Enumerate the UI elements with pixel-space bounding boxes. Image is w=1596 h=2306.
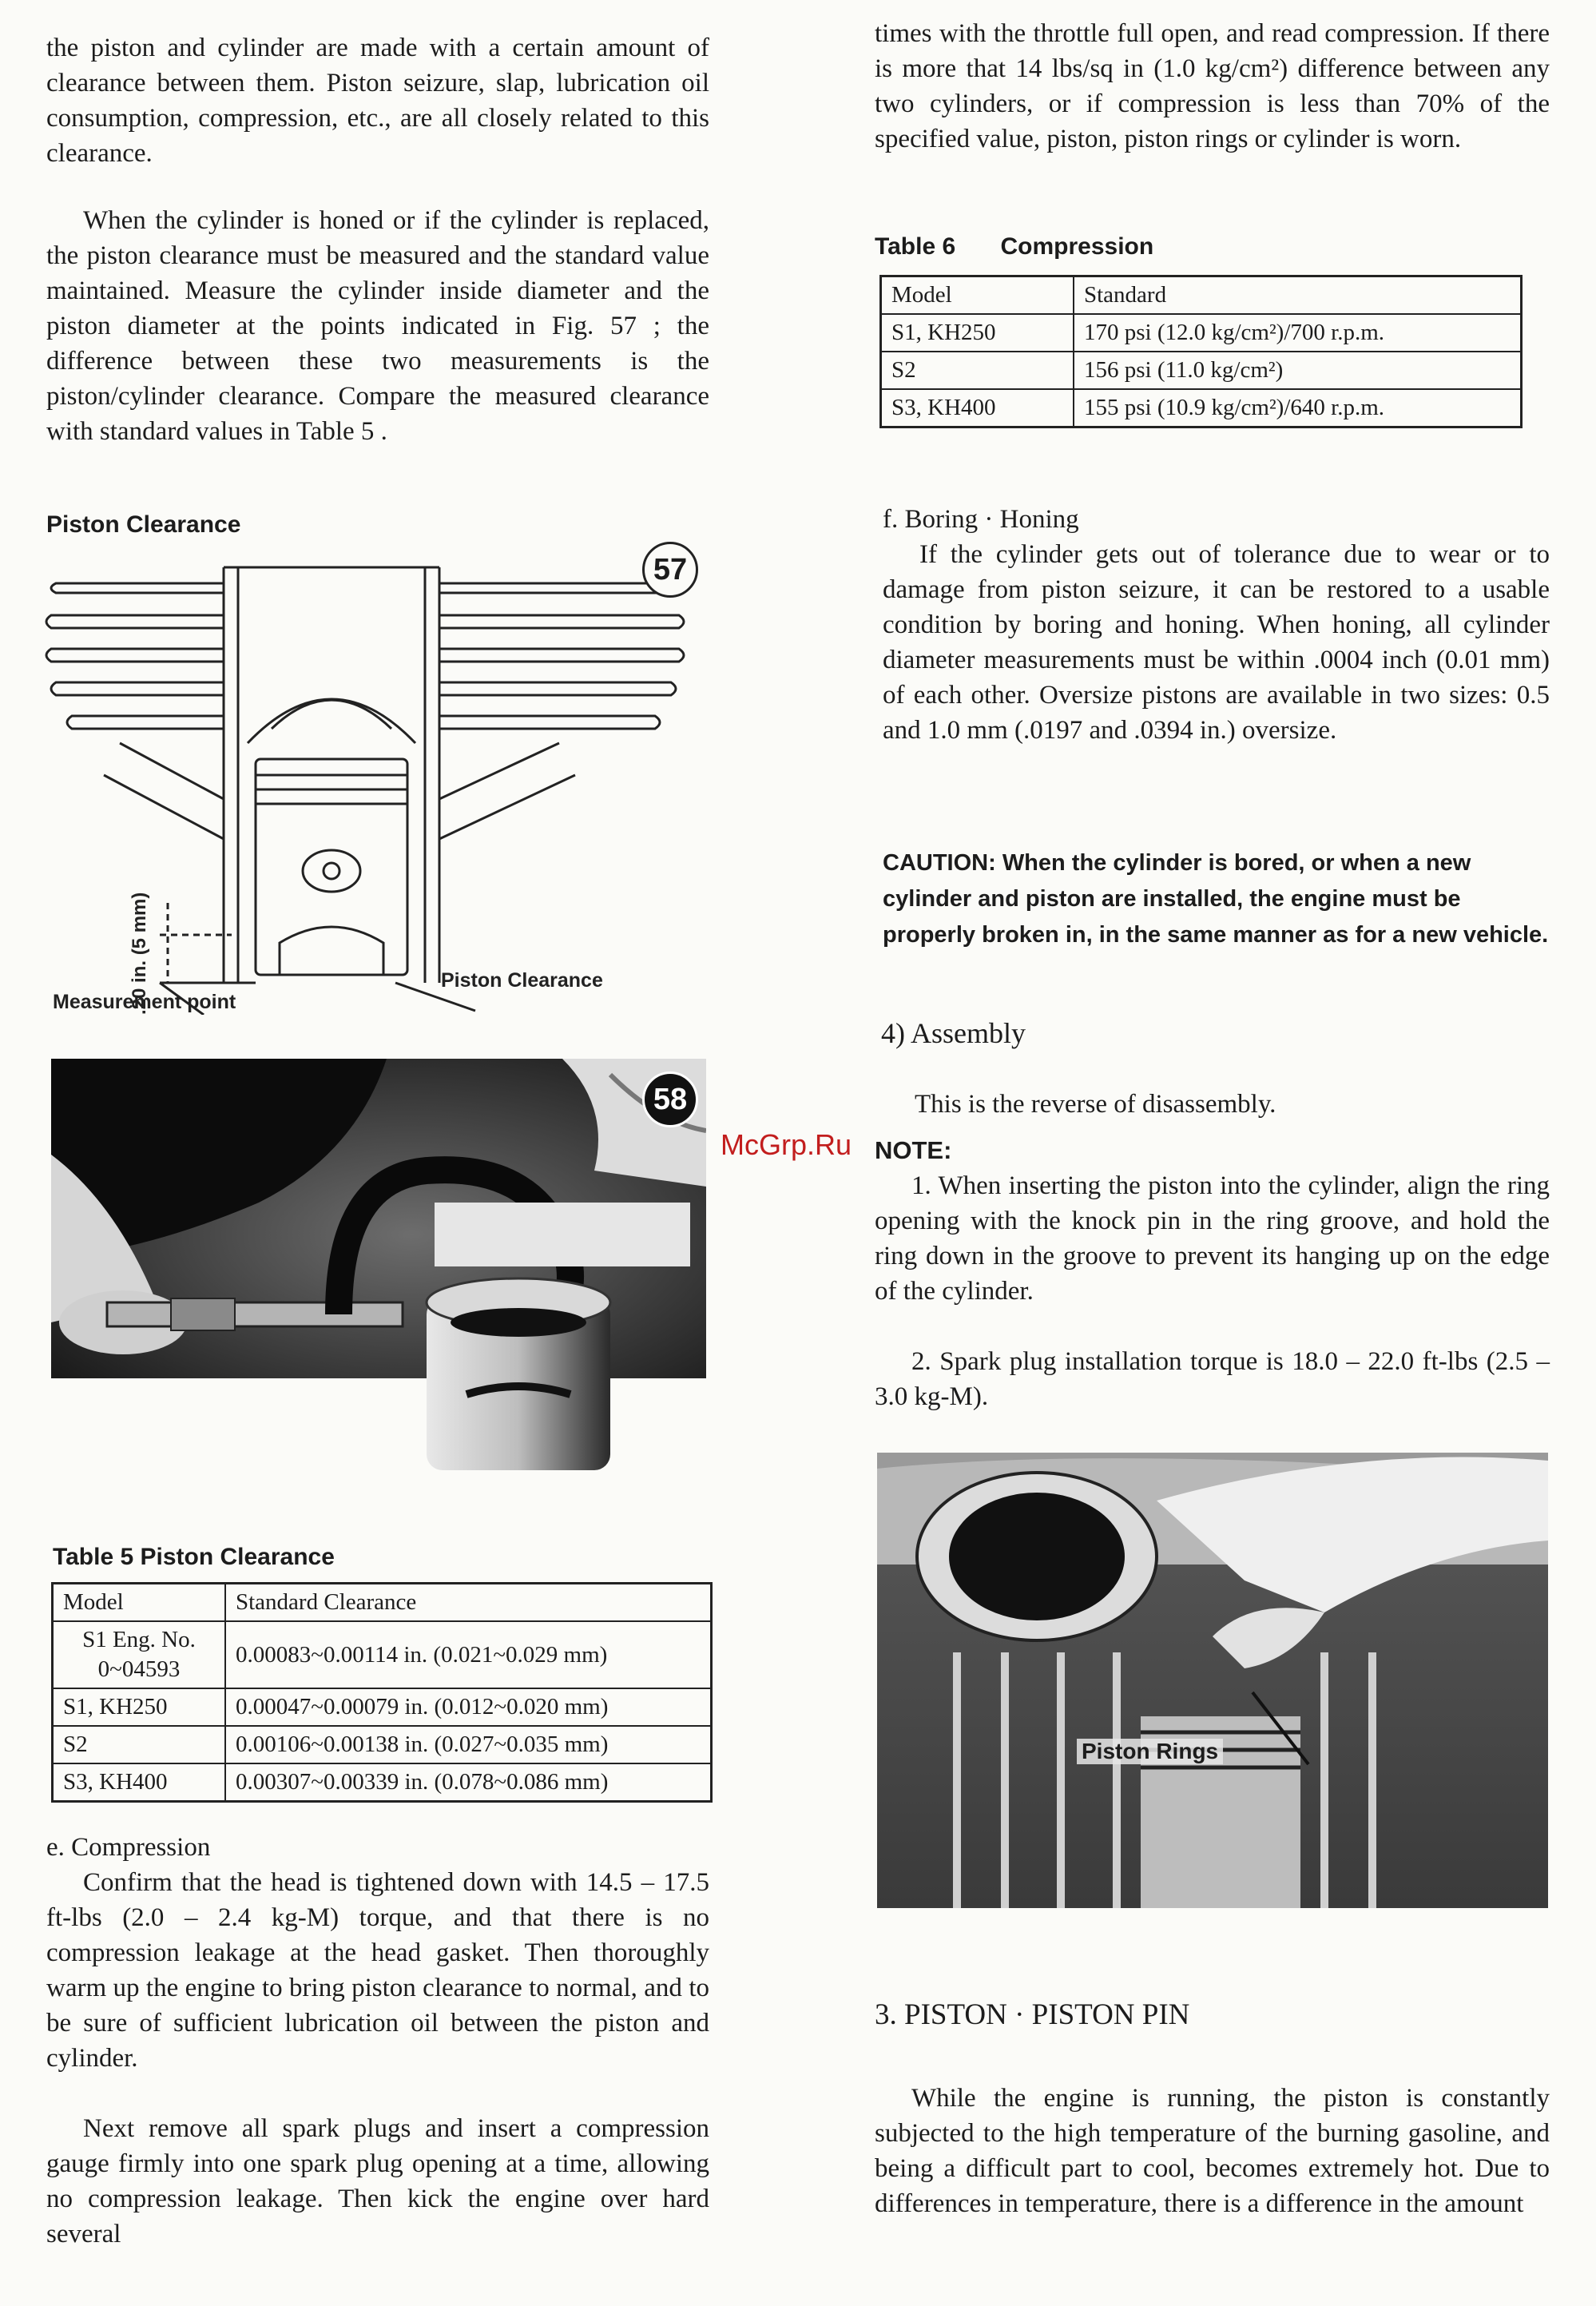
table-header-row — [53, 1584, 712, 1622]
table-row — [881, 314, 1522, 352]
table-row — [53, 1763, 712, 1802]
fig57-number-badge: 57 — [642, 542, 698, 598]
table6-cell-model: S1, KH250 — [881, 314, 1074, 352]
table6-title-name: Compression — [1000, 233, 1154, 260]
table5-header-clearance: Standard Clearance — [225, 1584, 712, 1622]
table5-cell-model: S3, KH400 — [53, 1763, 226, 1802]
paragraph-clearance-intro: the piston and cylinder are made with a certain amount of clearance between them. Piston seizure, slap, lubrication oil consumption, compression, etc., are all closely related to this clearance. — [46, 34, 709, 168]
table-row — [53, 1688, 712, 1726]
table-row — [881, 389, 1522, 427]
watermark: McGrp.Ru — [721, 1128, 852, 1161]
table5-cell-clearance: 0.00083~0.00114 in. (0.021~0.029 mm) — [225, 1621, 712, 1688]
fig57-clearance-label: Piston Clearance — [441, 969, 603, 992]
piston-rings-label: Piston Rings — [1077, 1739, 1223, 1764]
fig57-diagram — [40, 535, 719, 1015]
paragraph-piston-intro: While the engine is running, the piston is constantly subjected to the high temperature of the burning gasoline, and being a difficult part to cool, becomes extremely hot. Due to differences in temperature, there is a difference in the amount — [875, 2084, 1550, 2218]
table-row — [881, 352, 1522, 389]
table6-cell-model: S2 — [881, 352, 1074, 389]
table5-cell-clearance: 0.00106~0.00138 in. (0.027~0.035 mm) — [225, 1726, 712, 1763]
table6-cell-standard: 155 psi (10.9 kg/cm²)/640 r.p.m. — [1074, 389, 1522, 427]
paragraph-compression-1: Confirm that the head is tightened down with 14.5 – 17.5 ft-lbs (2.0 – 2.4 kg-M) torque, and that there is no compression leakage at the head gasket. Then thoroughly warm up the engine to bring piston clearance to normal, and to be sure of sufficient lubrication oil between the piston and cylinder. — [46, 1868, 709, 2073]
fig57-drawing — [40, 535, 719, 1015]
table5-piston-clearance — [51, 1582, 713, 1803]
fig57-caption: Piston Clearance — [46, 511, 241, 538]
table6-title — [875, 233, 1153, 260]
note-item-1: 1. When inserting the piston into the cylinder, align the ring opening with the knock pin in the ring groove, and hold the ring down in the groove to prevent its hanging up on the edge of the cylinder. — [875, 1171, 1550, 1306]
paragraph-boring: If the cylinder gets out of tolerance due to wear or to damage from piston seizure, it can be restored to a usable condition by boring and honing. When honing, all cylinder diameter measurements must be within .0004 inch (0.01 mm) of each other. Oversize pistons are available in two sizes: 0.5 and 1.0 mm (.0197 and .0394 in.) oversize. — [883, 540, 1550, 745]
table6-cell-model: S3, KH400 — [881, 389, 1074, 427]
table5-cell-clearance: 0.00307~0.00339 in. (0.078~0.086 mm) — [225, 1763, 712, 1802]
piston-rings-photo — [877, 1453, 1548, 1908]
table6-header-model: Model — [881, 276, 1074, 315]
table5-cell-model: S1 Eng. No. 0~04593 — [53, 1621, 226, 1688]
table5-title: Table 5 Piston Clearance — [53, 1544, 335, 1570]
table6-cell-standard: 170 psi (12.0 kg/cm²)/700 r.p.m. — [1074, 314, 1522, 352]
table5-cell-model: S1, KH250 — [53, 1688, 226, 1726]
table5-header-model: Model — [53, 1584, 226, 1622]
paragraph-clearance-measure: When the cylinder is honed or if the cylinder is replaced, the piston clearance must be measured and the standard value maintained. Measure the cylinder inside diameter and the piston diameter at the points indicated in Fig. 57 ; the difference between these two measurements is the piston/cylinder clearance. Compare the measured clearance with standard values in Table 5 . — [46, 206, 709, 446]
note-label: NOTE: — [875, 1136, 952, 1164]
table-header-row — [881, 276, 1522, 315]
paragraph-compression-cont: times with the throttle full open, and read compression. If there is more that 14 lbs/sq in (1.0 kg/cm²) difference between any two cylinders, or if compression is less than 70% of the specified value, piston, piston rings or cylinder is worn. — [875, 19, 1550, 153]
table6-compression — [879, 275, 1523, 428]
table-row — [53, 1726, 712, 1763]
fig57-measurement-label: Measurement point — [53, 991, 236, 1013]
fig57-dimension-label: .20 in. (5 mm) — [129, 892, 150, 1015]
paragraph-assembly: This is the reverse of disassembly. — [915, 1090, 1276, 1119]
table6-cell-standard: 156 psi (11.0 kg/cm²) — [1074, 352, 1522, 389]
compression-heading: e. Compression — [46, 1833, 211, 1862]
assembly-heading: 4) Assembly — [881, 1017, 1026, 1049]
fig58-photo — [51, 1059, 706, 1482]
table5-cell-model: S2 — [53, 1726, 226, 1763]
caution-note: CAUTION: When the cylinder is bored, or when a new cylinder and piston are installed, the engine must be properly broken in, in the same manner as for a new vehicle. — [883, 850, 1549, 948]
fig58-number-badge: 58 — [642, 1071, 698, 1127]
boring-heading: f. Boring · Honing — [883, 505, 1079, 534]
table6-title-number: Table 6 — [875, 233, 956, 260]
section3-heading: 3. PISTON · PISTON PIN — [875, 1998, 1190, 2031]
table-row — [53, 1621, 712, 1688]
piston-rings-image — [877, 1453, 1548, 1908]
table5-cell-clearance: 0.00047~0.00079 in. (0.012~0.020 mm) — [225, 1688, 712, 1726]
table6-header-standard: Standard — [1074, 276, 1522, 315]
fig58-image — [51, 1059, 706, 1482]
paragraph-compression-2: Next remove all spark plugs and insert a compression gauge firmly into one spark plug opening at a time, allowing no compression leakage. Then kick the engine over hard several — [46, 2114, 709, 2248]
note-item-2: 2. Spark plug installation torque is 18.0 – 22.0 ft-lbs (2.5 – 3.0 kg-M). — [875, 1347, 1550, 1411]
